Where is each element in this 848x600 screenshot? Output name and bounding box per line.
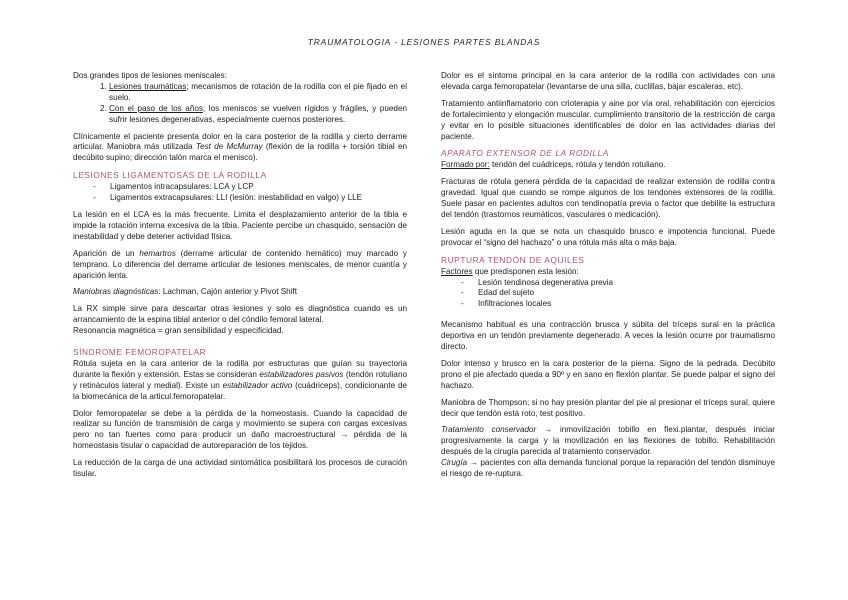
text-run: → inmovilización tobillo en flexi.plantar, después iniciar progresivamente la carga y la movilización en las flexiones de tobillo. Rehabilitación después de la cirugía parecida al tratamiento conservador. bbox=[441, 425, 775, 457]
text-run: Aparición de un bbox=[73, 248, 140, 258]
list-item bbox=[441, 299, 775, 310]
fractures-paragraph: Fracturas de rótula genera pérdida de la capacidad de realizar extensión de rodilla contra gravedad. Igual que cuando se rompe algunos de los tendones extensores de la rodilla. Suele pasar en pacientes adultos con tendinopatía previa o factor que debilite la estructura del tendón (trastornos reumáticos, vasculares o medicación). bbox=[441, 177, 775, 219]
text-run: Rótula sujeta en la cara anterior de la rodilla por estructuras que guían su trayectoria durante la flexión y extensión. Estas se consideran bbox=[73, 358, 407, 379]
text-run: (flexión de la rodilla + torsión tibial en decúbito supino; dirección talón marca el menisco). bbox=[73, 142, 407, 163]
text-run: : Lachman, Cajón anterior y Pivot Shift bbox=[158, 287, 298, 297]
list-item-text: ; los meniscos se vuelven rígidos y frágiles, y pueden sufrir lesiones degenerativas, especialmente cuernos posteriores. bbox=[109, 103, 407, 124]
term-aging: Con el paso de los años bbox=[109, 103, 203, 113]
page-title: TRAUMATOLOGIA - LESIONES PARTES BLANDAS bbox=[307, 37, 541, 47]
conservative-label: Tratamiento conservador bbox=[441, 425, 537, 435]
dash-bullet: - bbox=[93, 193, 96, 203]
conservative-paragraph bbox=[441, 425, 775, 458]
formed-by-label: Formado por: bbox=[441, 160, 490, 170]
list-item bbox=[109, 82, 407, 104]
text-run: tendón del cuádriceps, rótula y tendón rotuliano. bbox=[489, 160, 666, 170]
surgery-label: Cirugía bbox=[441, 458, 468, 468]
lca-paragraph: La lesión en el LCA es la más frecuente. Limita el desplazamiento anterior de la tibia e impide la rotación interna excesiva de la tibia. Paciente percibe un chasquido, sensación de inestabilidad y debe detener actividad física. bbox=[73, 209, 407, 241]
treatment-paragraph: Tratamiento antiinflamatorio con crioterapia y aine por vía oral, rehabilitación con ejercicios de fortalecimiento y elongación muscular. cumplimiento transitorio de la restricción de carga y evitar en lo posible situaciones identificables de dolor en las actividades diarias del paciente. bbox=[441, 98, 775, 141]
dash-bullet: - bbox=[461, 288, 464, 298]
ligament-list bbox=[73, 182, 407, 204]
factors-label: Factores bbox=[441, 266, 473, 276]
extensor-heading: APARATO EXTENSOR DE LA RODILLA bbox=[441, 148, 609, 159]
text-run: (tendón rotuliano y retináculos lateral y medial). Existe un bbox=[73, 369, 407, 390]
achilles-heading: RUPTURA TENDÓN DE AQUILES bbox=[441, 254, 585, 265]
pain-paragraph: Dolor es el síntoma principal en la cara anterior de la rodilla con actividades con una elevada carga femoropatelar (levantarse de una silla, cuclillas, bajar escaleras, etc). bbox=[441, 71, 775, 91]
dash-bullet: - bbox=[461, 299, 464, 309]
maneuvers-paragraph bbox=[73, 287, 407, 298]
list-item-text: Infiltraciones locales bbox=[478, 299, 552, 309]
list-item-text: Ligamentos intracapsulares: LCA y LCP bbox=[110, 182, 254, 192]
list-item-text: Ligamentos extracapsulares: LLI (lesión: inestabilidad en valgo) y LLE bbox=[110, 193, 363, 203]
formed-by-paragraph bbox=[441, 160, 775, 171]
homeostasis-paragraph: Dolor femoropatelar se debe a la pérdida de la homeostasis. Cuando la capacidad de realizar su función de transmisión de carga y movimiento se supera con cargas excesivas pero no tan fuertes como para producir un daño macroestructural → pérdida de la homeostasis tisular o capacidad de autoreparación de los tejidos. bbox=[73, 408, 407, 451]
term-traumatic: Lesiones traumáticas bbox=[109, 81, 187, 91]
list-item-text: Edad del sujeto bbox=[478, 288, 535, 298]
list-item bbox=[441, 278, 775, 289]
active-stabilizer-term: estabilizador activo bbox=[222, 380, 293, 390]
text-run: Clínicamente el paciente presenta dolor en la cara posterior de la rodilla y cierto derrame articular. Maniobra más utilizada bbox=[73, 131, 407, 152]
list-item bbox=[73, 182, 407, 193]
list-item bbox=[73, 193, 407, 204]
factors-intro bbox=[441, 267, 775, 278]
ligament-heading: LESIONES LIGAMENTOSAS DE LA RODILLA bbox=[73, 170, 267, 181]
left-column bbox=[73, 71, 407, 486]
text-run: → pacientes con alta demanda funcional porque la reparación del tendón disminuye el riesgo de re-ruptura. bbox=[441, 458, 775, 479]
meniscal-intro: Dos grandes tipos de lesiones meniscales: bbox=[73, 71, 228, 80]
surgery-paragraph bbox=[441, 458, 775, 480]
text-run: (cuádriceps), condicionante de la biomecánica de la articul.femoropatelar. bbox=[73, 380, 407, 401]
list-item-text: ; mecanismos de rotación de la rodilla con el pie fijado en el suelo. bbox=[109, 81, 408, 102]
clinical-paragraph bbox=[73, 132, 407, 165]
text-run: (derrame articular de contenido hemático) muy marcado y temprano. Lo diferencia del derrame articular de lesiones meniscales, de menor cuantía y aparición lenta. bbox=[73, 248, 407, 280]
patella-paragraph bbox=[73, 359, 407, 403]
rx-paragraph: La RX simple sirve para descartar otras lesiones y solo es diagnóstica cuando es un arrancamiento de la espina tibial anterior o del cóndilo femoral lateral. bbox=[73, 304, 407, 325]
thompson-paragraph: Maniobra de Thompson; si no hay presión plantar del pie al presionar el tríceps sural, quiere decir que tendón está roto, test positivo. bbox=[441, 397, 775, 418]
mcmurray-term: Test de McMurray bbox=[195, 142, 263, 152]
acute-paragraph: Lesión aguda en la que se nota un chasquido brusco e impotencia funcional. Puede provocar el “signo del hachazo” o una rótula más alta o más baja. bbox=[441, 226, 775, 247]
dash-bullet: - bbox=[461, 277, 464, 287]
load-reduction-paragraph: La reducción de la carga de una actividad sintomática posibilitará los procesos de curación tisular. bbox=[73, 458, 407, 479]
femoropatellar-heading: SÍNDROME FEMOROPATELAR bbox=[73, 347, 207, 358]
maneuvers-label: Maniobras diagnósticas bbox=[73, 287, 159, 297]
achilles-pain-paragraph: Dolor intenso y brusco en la cara posterior de la pierna. Signo de la pedrada. Decúbito prono el pie afectado queda a 90º y en sano en flexión plantar. Se puede palpar el signo del hachazo. bbox=[441, 358, 775, 390]
list-item bbox=[441, 288, 775, 299]
dash-bullet: - bbox=[93, 182, 96, 192]
passive-stabilizers-term: estabilizadores pasivos bbox=[259, 369, 344, 379]
hemarthrosis-paragraph bbox=[73, 249, 407, 282]
right-column bbox=[441, 71, 775, 486]
mechanism-paragraph: Mecanismo habitual es una contracción brusca y súbita del tríceps sural en la práctica deportiva en un tendón previamente degenerado. A veces la lesión ocurre por traumatismo directo. bbox=[441, 320, 775, 352]
list-item-text: Lesión tendinosa degenerativa previa bbox=[478, 277, 614, 287]
hemartros-term: hemartros bbox=[139, 248, 176, 258]
factors-list bbox=[441, 278, 775, 311]
meniscal-types-list bbox=[73, 82, 407, 126]
list-item bbox=[109, 104, 407, 126]
mri-paragraph: Resonancia magnética = gran sensibilidad y especificidad. bbox=[73, 326, 284, 336]
text-run: que predisponen esta lesión: bbox=[472, 266, 579, 276]
